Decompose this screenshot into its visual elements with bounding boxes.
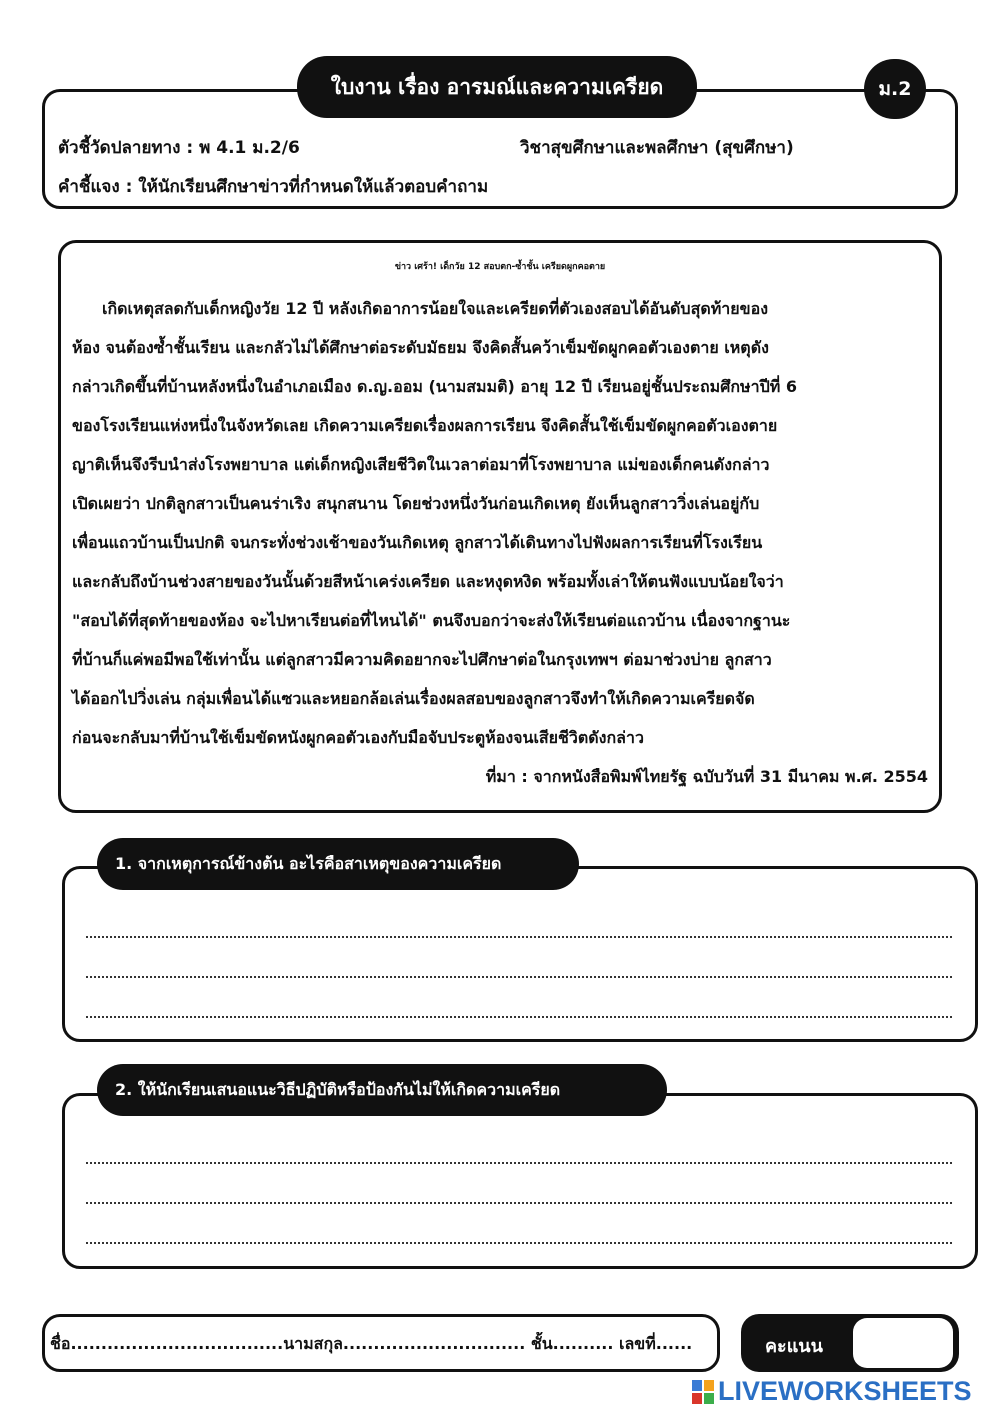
answer-line[interactable] <box>86 1242 952 1244</box>
news-line: กล่าวเกิดขึ้นที่บ้านหลังหนึ่งในอำเภอเมือง ด.ญ.ออม (นามสมมติ) อายุ 12 ปี เรียนอยู่ชั้นประถมศึกษาปีที่ 6 <box>72 377 797 396</box>
news-title: ข่าว เศร้า! เด็กวัย 12 สอบตก-ซ้ำชั้น เครียดผูกคอตาย <box>394 262 606 272</box>
news-line: ของโรงเรียนแห่งหนึ่งในจังหวัดเลย เกิดความเครียดเรื่องผลการเรียน จึงคิดสั้นใช้เข็มขัดผูกคอตัวเองตาย <box>72 416 778 435</box>
answer-line[interactable] <box>86 976 952 978</box>
news-line: ญาติเห็นจึงรีบนำส่งโรงพยาบาล แต่เด็กหญิงเสียชีวิตในเวลาต่อมาที่โรงพยาบาล แม่ของเด็กคนดังกล่าว <box>72 455 770 474</box>
news-line: เปิดเผยว่า ปกติลูกสาวเป็นคนร่าเริง สนุกสนาน โดยช่วงหนึ่งวันก่อนเกิดเหตุ ยังเห็นลูกสาววิ่งเล่นอยู่กับ <box>72 494 760 513</box>
news-line: ได้ออกไปวิ่งเล่น กลุ่มเพื่อนได้แซวและหยอกล้อเล่นเรื่องผลสอบของลูกสาวจึงทำให้เกิดความเครียดจัด <box>72 689 755 708</box>
news-line: ก่อนจะกลับมาที่บ้านใช้เข็มขัดหนังผูกคอตัวเองกับมือจับประตูห้องจนเสียชีวิตดังกล่าว <box>72 728 644 747</box>
answer-line[interactable] <box>86 1202 952 1204</box>
liveworksheets-logo-icon <box>692 1380 714 1404</box>
news-line: เพื่อนแถวบ้านเป็นปกติ จนกระทั่งช่วงเช้าของวันเกิดเหตุ ลูกสาวได้เดินทางไปฟังผลการเรียนที่โรงเรียน <box>72 533 763 552</box>
news-source: ที่มา : จากหนังสือพิมพ์ไทยรัฐ ฉบับวันที่ 31 มีนาคม พ.ศ. 2554 <box>485 767 928 786</box>
score-label: คะแนน <box>765 1336 823 1357</box>
question-2-label: 2. ให้นักเรียนเสนอแนะวิธีปฏิบัติหรือป้องกันไม่ให้เกิดความเครียด <box>97 1064 667 1116</box>
news-line: และกลับถึงบ้านช่วงสายของวันนั้นด้วยสีหน้าเคร่งเครียด และหงุดหงิด พร้อมทั้งเล่าให้ตนฟังแบบน้อยใจว่า <box>72 572 784 591</box>
answer-line[interactable] <box>86 1016 952 1018</box>
news-line: "สอบได้ที่สุดท้ายของห้อง จะไปหาเรียนต่อที่ไหนได้" ตนจึงบอกว่าจะส่งให้เรียนต่อแถวบ้าน เนื่องจากฐานะ <box>72 611 791 630</box>
indicator-text: ตัวชี้วัดปลายทาง : พ 4.1 ม.2/6 <box>58 138 300 158</box>
answer-line[interactable] <box>86 936 952 938</box>
news-body <box>72 289 932 757</box>
brand-logo <box>692 1376 972 1407</box>
student-info-fields[interactable]: ชื่อ...................................นามสกุล.............................. ชั้น.......... เลขที่...... <box>50 1334 693 1353</box>
question-1-label: 1. จากเหตุการณ์ข้างต้น อะไรคือสาเหตุของความเครียด <box>97 838 579 890</box>
subject-text: วิชาสุขศึกษาและพลศึกษา (สุขศึกษา) <box>520 138 794 158</box>
instruction-text: คำชี้แจง : ให้นักเรียนศึกษาข่าวที่กำหนดให้แล้วตอบคำถาม <box>58 177 489 197</box>
worksheet-title: ใบงาน เรื่อง อารมณ์และความเครียด <box>297 56 697 118</box>
news-line: เกิดเหตุสลดกับเด็กหญิงวัย 12 ปี หลังเกิดอาการน้อยใจและเครียดที่ตัวเองสอบได้อันดับสุดท้ายของ <box>102 299 769 318</box>
news-line: ห้อง จนต้องซ้ำชั้นเรียน และกลัวไม่ได้ศึกษาต่อระดับมัธยม จึงคิดสั้นคว้าเข็มขัดผูกคอตัวเองตาย เหตุดัง <box>72 338 769 357</box>
grade-badge: ม.2 <box>864 59 926 119</box>
answer-line[interactable] <box>86 1162 952 1164</box>
score-input[interactable] <box>853 1318 953 1368</box>
brand-text: LIVEWORKSHEETS <box>718 1376 972 1406</box>
news-line: ที่บ้านก็แค่พอมีพอใช้เท่านั้น แต่ลูกสาวมีความคิดอยากจะไปศึกษาต่อในกรุงเทพฯ ต่อมาช่วงบ่าย ลูกสาว <box>72 650 772 669</box>
